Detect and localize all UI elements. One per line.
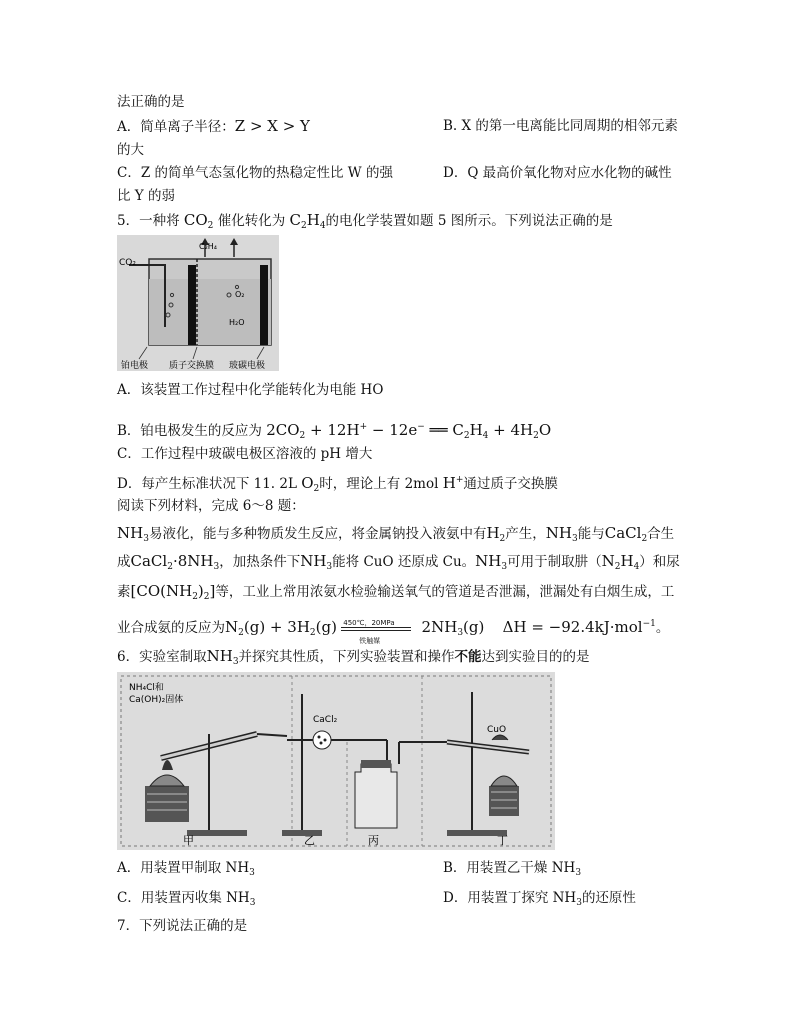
q6-option-b: B．用装置乙干燥 $NH_3$ <box>443 860 582 878</box>
q4-option-c-cont: 比 Y 的弱 <box>117 188 175 204</box>
q5-stem: 5．一种将 $CO_2$ 催化转化为 $C_2H_4$的电化学装置如题 5 图所示。下列说法正确的是 <box>117 211 613 231</box>
q5-option-b: B．铂电极发生的反应为 $2CO_2 + 12H^+ - 12e^-$ ══ $C_2H_4 + 4H_2O$ <box>117 421 552 441</box>
apparatus-jia-label: 甲 <box>183 834 194 847</box>
reading-line-4: 业合成氨的反应为$N_2(g) + 3H_2(g)$ 450℃，20MPa 铁触媒 $2NH_3(g) \Delta H = -92.4kJ\cdot mol^{-1}$。 <box>117 618 670 645</box>
electrochemical-cell-figure <box>117 235 279 371</box>
reagent-label-1: NH₄Cl和 <box>129 683 164 693</box>
reading-line-2: 成$CaCl_2\cdot 8NH_3$，加热条件下$NH_3$能将 CuO 还原成 Cu。$NH_3$可用于制取肼$(N_2H_4)$和尿 <box>117 552 680 572</box>
glassy-carbon-label: 玻碳电极 <box>229 361 266 371</box>
reading-line-3: 素$[CO(NH_2)_2]$等，工业上常用浓氨水检验输送氧气的管道是否泄漏，泄漏处有白烟生成，工 <box>117 582 675 602</box>
q6-stem: 6．实验室制取$NH_3$并探究其性质，下列实验装置和操作不能达到实验目的的是 <box>117 647 590 667</box>
q4-option-b: B. X 的第一电离能比同周期的相邻元素 <box>443 118 678 134</box>
cacl2-label: CaCl₂ <box>313 715 338 725</box>
o2-label: O₂ <box>235 290 245 299</box>
q4-option-d: D．Q 最高价氧化物对应水化物的碱性 <box>443 165 672 181</box>
q4-option-b-cont: 的大 <box>117 142 144 158</box>
platinum-electrode-label: 铂电极 <box>121 361 149 371</box>
q5-option-c: C．工作过程中玻碳电极区溶液的 pH 增大 <box>117 446 373 462</box>
apparatus-yi-label: 乙 <box>304 834 315 847</box>
q4-stem-tail: 法正确的是 <box>117 94 185 110</box>
q5-option-d: D．每产生标准状况下 11. 2L $O_2$时，理论上有 2mol H+通过质子交换膜 <box>117 474 558 494</box>
platinum-half-reaction: $2CO_2 + 12H^+ - 12e^-$ ══ $C_2H_4 + 4H_2O$ <box>266 421 552 441</box>
reading-line-1: $NH_3$易液化，能与多种物质发生反应，将金属钠投入液氨中有$H_2$产生，$NH_3$能与CaCl$_2$合生 <box>117 524 675 544</box>
q7-stem: 7．下列说法正确的是 <box>117 918 248 934</box>
c2h4-label: C₂H₄ <box>199 242 218 251</box>
co2-label: CO₂ <box>119 258 136 268</box>
apparatus-ding-label: 丁 <box>497 834 508 847</box>
reading-intro: 阅读下列材料，完成 6～8 题： <box>117 498 305 514</box>
proton-membrane-label: 质子交换膜 <box>169 361 215 371</box>
q4-option-a: A．简单离子半径：Z > X > Y <box>117 117 310 135</box>
q5-option-a: A．该装置工作过程中化学能转化为电能 HO <box>117 382 384 398</box>
apparatus-bing-label: 丙 <box>368 834 379 847</box>
q4-option-c: C．Z 的简单气态氢化物的热稳定性比 W 的强 <box>117 165 393 181</box>
reaction-condition-arrow: 450℃，20MPa 铁触媒 <box>341 619 411 639</box>
reagent-label-2: Ca(OH)₂固体 <box>129 695 184 705</box>
q6-option-d: D．用装置丁探究 $NH_3$的还原性 <box>443 890 636 908</box>
q6-option-a: A．用装置甲制取 $NH_3$ <box>117 860 255 878</box>
h2o-label: H₂O <box>229 318 245 327</box>
ammonia-apparatus-figure <box>117 672 555 850</box>
cuo-label: CuO <box>487 725 507 735</box>
q6-option-c: C．用装置丙收集 $NH_3$ <box>117 890 256 908</box>
